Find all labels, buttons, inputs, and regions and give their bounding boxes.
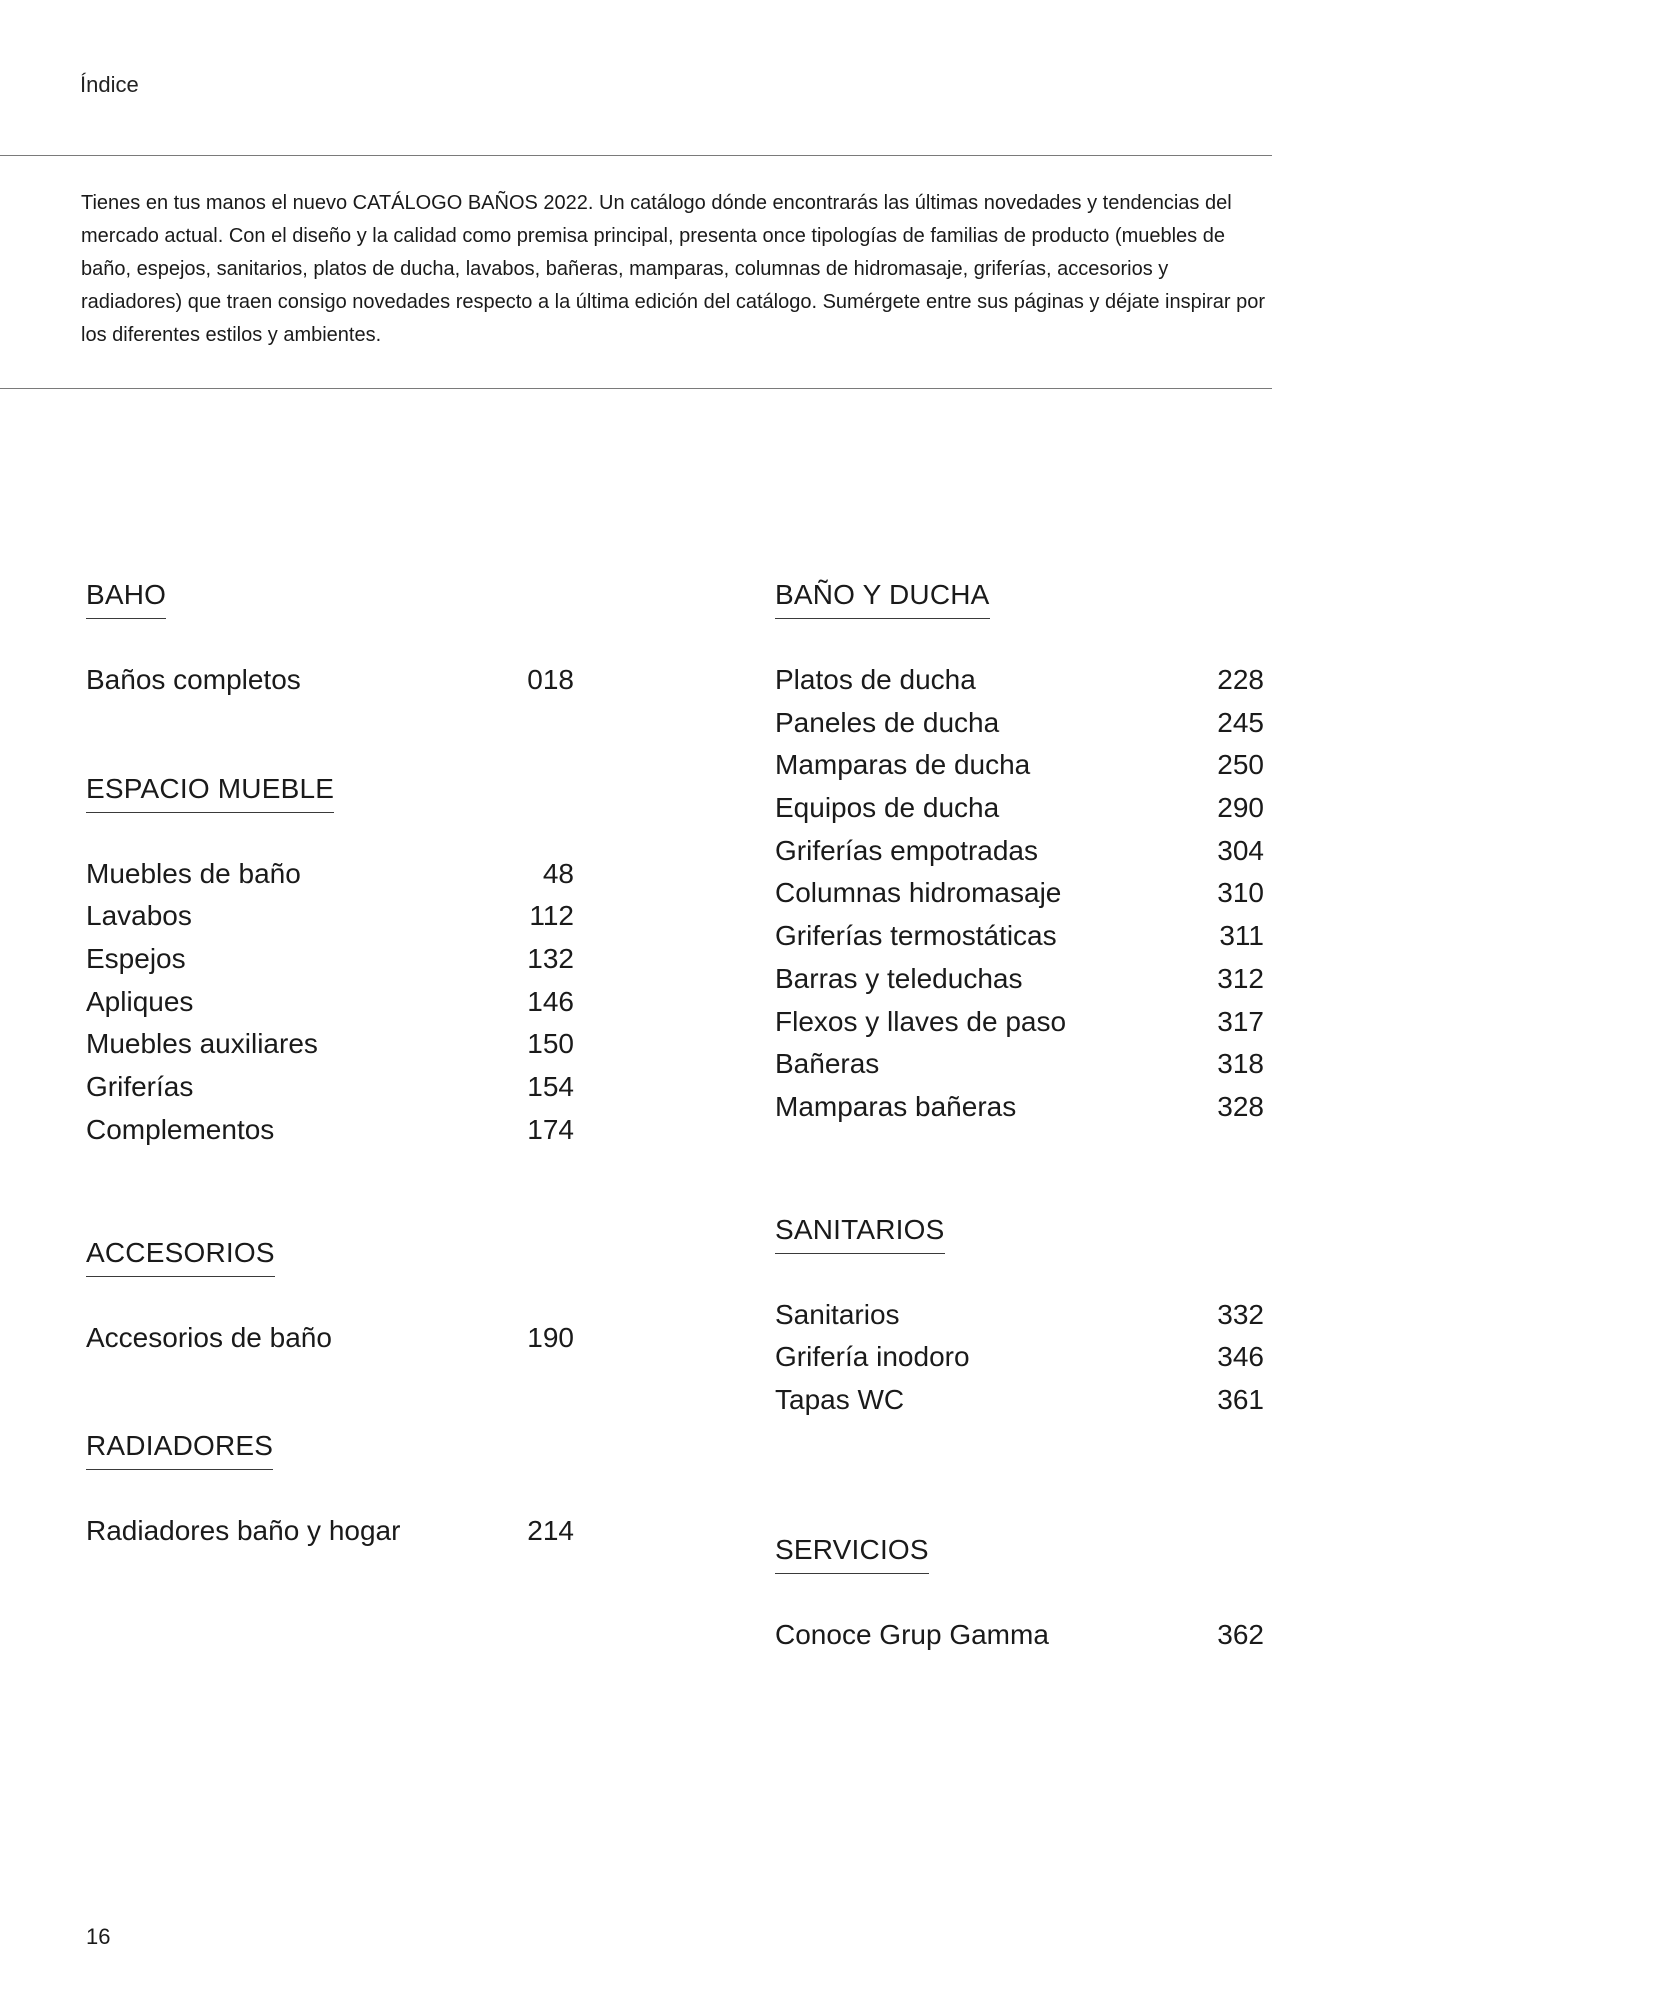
- entry-label: Accesorios de baño: [86, 1321, 332, 1353]
- entry-page-number: 48: [542, 857, 574, 889]
- index-entry[interactable]: [86, 853, 574, 896]
- section-title: SERVICIOS: [775, 1533, 929, 1574]
- index-entry[interactable]: [775, 787, 1264, 830]
- entry-label: Muebles auxiliares: [86, 1028, 318, 1060]
- entry-label: Muebles de baño: [86, 857, 301, 889]
- index-entry[interactable]: [775, 659, 1264, 702]
- index-entry[interactable]: [775, 1294, 1264, 1337]
- index-section-servicios: [775, 1533, 1264, 1657]
- intro-paragraph: Tienes en tus manos el nuevo CATÁLOGO BAÑOS 2022. Un catálogo dónde encontrarás las últimas novedades y tendencias del mercado actual. Con el diseño y la calidad como premisa principal, presenta once tipologías de familias de producto (muebles de baño, espejos, sanitarios, platos de ducha, lavabos, bañeras, mamparas, columnas de hidromasaje, griferías, accesorios y radiadores) que traen consigo novedades respecto a la última edición del catálogo. Sumérgete entre sus páginas y déjate inspirar por los diferentes estilos y ambientes.: [81, 192, 1266, 346]
- index-entry[interactable]: [775, 1086, 1264, 1129]
- index-section-sanitarios: [775, 1213, 1264, 1422]
- entry-page-number: 332: [1217, 1298, 1264, 1330]
- index-section-espacio-mueble: [86, 772, 574, 1152]
- index-entry[interactable]: [86, 938, 574, 981]
- section-title: BAHO: [86, 578, 166, 619]
- section-title: SANITARIOS: [775, 1213, 945, 1254]
- index-section-accesorios: [86, 1236, 574, 1360]
- index-entry[interactable]: [86, 1317, 574, 1360]
- section-title: ESPACIO MUEBLE: [86, 772, 334, 813]
- entry-label: Bañeras: [775, 1048, 880, 1080]
- index-entry[interactable]: [775, 1336, 1264, 1379]
- entry-label: Griferías: [86, 1071, 194, 1103]
- index-entry[interactable]: [775, 1001, 1264, 1044]
- entry-label: Sanitarios: [775, 1298, 900, 1330]
- index-entry[interactable]: [775, 744, 1264, 787]
- entry-label: Apliques: [86, 985, 194, 1017]
- index-entry[interactable]: [86, 1109, 574, 1152]
- entry-page-number: 146: [527, 985, 574, 1017]
- entry-page-number: 112: [529, 900, 574, 932]
- index-entry[interactable]: [775, 958, 1264, 1001]
- index-entry[interactable]: [86, 1066, 574, 1109]
- page-title: Índice: [80, 72, 139, 97]
- index-entry[interactable]: [775, 1379, 1264, 1422]
- index-entry[interactable]: [775, 702, 1264, 745]
- entry-page-number: 304: [1217, 834, 1264, 866]
- entry-label: Conoce Grup Gamma: [775, 1618, 1049, 1650]
- index-entry[interactable]: [775, 1043, 1264, 1086]
- entry-page-number: 312: [1217, 962, 1264, 994]
- entry-page-number: 318: [1217, 1048, 1264, 1080]
- entry-label: Griferías termostáticas: [775, 920, 1057, 952]
- entry-label: Lavabos: [86, 900, 192, 932]
- entry-label: Platos de ducha: [775, 664, 976, 695]
- entry-page-number: 228: [1217, 664, 1264, 695]
- entry-page-number: 362: [1217, 1618, 1264, 1650]
- index-entry[interactable]: [86, 659, 574, 702]
- entry-page-number: 311: [1219, 920, 1264, 952]
- entry-page-number: 190: [527, 1321, 574, 1353]
- entry-page-number: 290: [1217, 792, 1264, 824]
- entry-label: Paneles de ducha: [775, 706, 1000, 738]
- entry-label: Complementos: [86, 1113, 275, 1145]
- section-title: ACCESORIOS: [86, 1236, 275, 1277]
- index-section-bano-y-ducha: [775, 578, 1264, 1129]
- entry-page-number: 150: [527, 1028, 574, 1060]
- entry-page-number: 154: [527, 1071, 574, 1103]
- entry-page-number: 018: [527, 664, 574, 695]
- entry-page-number: 310: [1217, 877, 1264, 909]
- entry-label: Columnas hidromasaje: [775, 877, 1062, 909]
- index-entry[interactable]: [775, 915, 1264, 958]
- entry-label: Espejos: [86, 943, 186, 975]
- index-section-radiadores: [86, 1429, 574, 1553]
- index-entry[interactable]: [775, 872, 1264, 915]
- entry-page-number: 174: [527, 1113, 574, 1145]
- bottom-divider: [0, 388, 1272, 389]
- section-title: RADIADORES: [86, 1429, 273, 1470]
- entry-page-number: 317: [1217, 1005, 1264, 1037]
- entry-page-number: 346: [1217, 1341, 1264, 1373]
- index-entry[interactable]: [775, 1614, 1264, 1657]
- top-divider: [0, 155, 1272, 156]
- entry-label: Baños completos: [86, 664, 301, 695]
- entry-label: Barras y teleduchas: [775, 962, 1023, 994]
- entry-label: Tapas WC: [775, 1383, 905, 1415]
- section-title: BAÑO Y DUCHA: [775, 578, 990, 619]
- entry-page-number: 250: [1217, 749, 1264, 781]
- entry-page-number: 214: [527, 1515, 574, 1547]
- entry-label: Mamparas bañeras: [775, 1090, 1017, 1122]
- index-entry[interactable]: [86, 1023, 574, 1066]
- entry-label: Radiadores baño y hogar: [86, 1515, 401, 1547]
- index-entry[interactable]: [86, 895, 574, 938]
- entry-page-number: 245: [1217, 706, 1264, 738]
- index-entry[interactable]: [86, 981, 574, 1024]
- entry-page-number: 132: [527, 943, 574, 975]
- index-right-column: [775, 578, 1264, 1656]
- entry-page-number: 361: [1217, 1383, 1264, 1415]
- entry-label: Mamparas de ducha: [775, 749, 1031, 781]
- index-left-column: [86, 578, 574, 1553]
- entry-label: Flexos y llaves de paso: [775, 1005, 1067, 1037]
- entry-page-number: 328: [1217, 1090, 1264, 1122]
- entry-label: Griferías empotradas: [775, 834, 1038, 866]
- index-entry[interactable]: [86, 1510, 574, 1553]
- index-section-baho: [86, 578, 574, 702]
- entry-label: Equipos de ducha: [775, 792, 1000, 824]
- page-number: 16: [86, 1924, 111, 1949]
- index-entry[interactable]: [775, 830, 1264, 873]
- entry-label: Grifería inodoro: [775, 1341, 970, 1373]
